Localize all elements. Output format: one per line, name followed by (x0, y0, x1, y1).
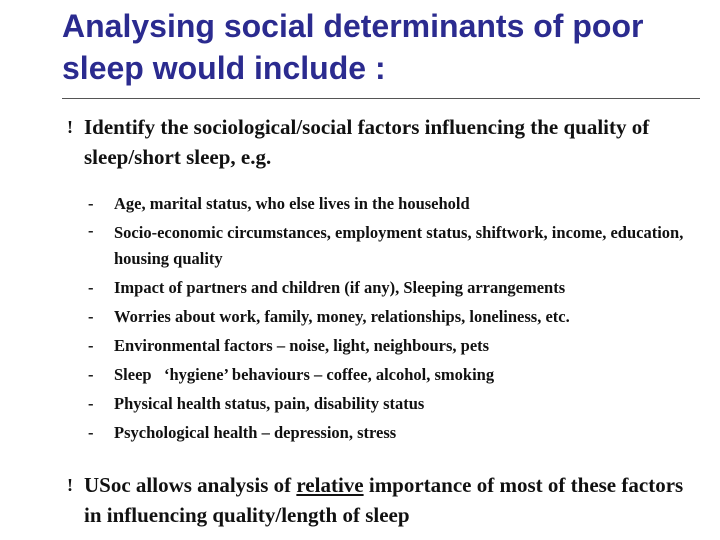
title-divider (62, 98, 700, 99)
dash-marker: - (88, 307, 94, 326)
exclamation-bullet-icon: ! (67, 475, 73, 495)
bullet-2-text-end: importance of most of these factors in influencing quality/length of sleep (84, 473, 684, 527)
list-item: - Psychological health – depression, stress (88, 418, 688, 447)
dash-marker: - (88, 423, 94, 442)
dash-marker: - (88, 194, 94, 213)
list-item: - Impact of partners and children (if any), Sleeping arrangements (88, 273, 688, 302)
bullet-point-2 (62, 470, 694, 530)
list-item: - Environmental factors – noise, light, neighbours, pets (88, 331, 688, 360)
list-item: - Sleep ‘hygiene’ behaviours – coffee, alcohol, smoking (88, 360, 688, 389)
exclamation-bullet-icon: ! (67, 117, 73, 137)
bullet-2-text-start: USoc allows analysis of (84, 473, 297, 497)
list-item: - Worries about work, family, money, relationships, loneliness, etc. (88, 302, 688, 331)
dash-marker: - (88, 365, 94, 384)
slide-title: Analysing social determinants of poor sleep would include : (62, 8, 644, 86)
list-item: - Socio-economic circumstances, employment status, shiftwork, income, education, housing quality (88, 218, 688, 273)
sub-bullet-list (88, 189, 688, 447)
dash-marker: - (88, 278, 94, 297)
dash-marker: - (88, 336, 94, 355)
list-item: - Physical health status, pain, disability status (88, 389, 688, 418)
dash-marker: - (88, 221, 94, 240)
list-item: - Age, marital status, who else lives in the household (88, 189, 688, 218)
bullet-1-text: Identify the sociological/social factors influencing the quality of sleep/short sleep, e.g. (84, 115, 650, 169)
dash-marker: - (88, 394, 94, 413)
bullet-2-emphasis: relative (296, 473, 364, 497)
bullet-point-1 (62, 112, 694, 172)
